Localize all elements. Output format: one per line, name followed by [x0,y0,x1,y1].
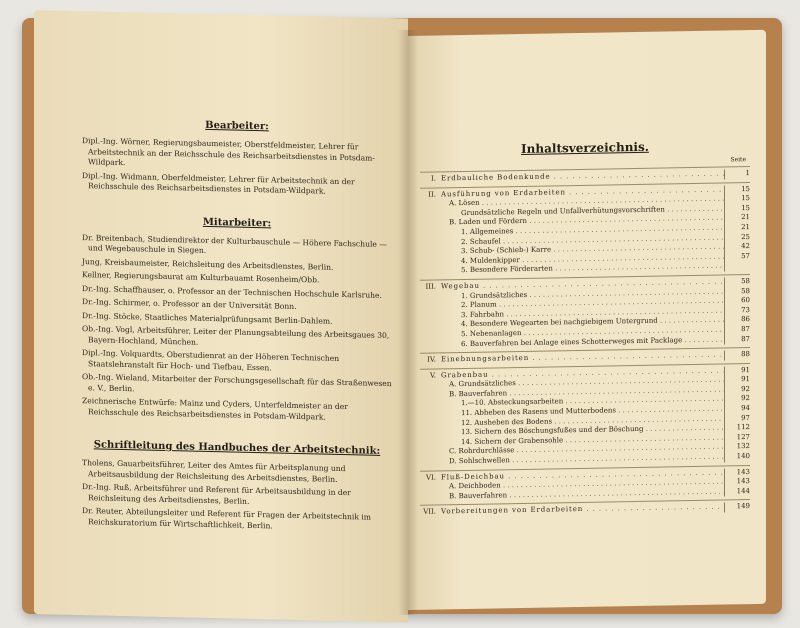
toc-page-number: 25 [724,233,750,243]
toc-page-number: 57 [724,252,750,262]
toc-entry-title: 1. Grundsätzliches . . . [441,287,724,302]
toc-chapter-number [420,267,441,277]
toc-entry-title: 6. Bauverfahren bei Anlage eines Schotterweges mit Packlage . . . [441,335,724,350]
toc-page-number: 140 [724,452,750,462]
toc-chapter-number [420,438,441,448]
toc-page-number: 21 [724,223,750,233]
toc-page-number: 42 [724,242,750,252]
toc-chapter-number [420,302,441,312]
toc-chapter-number: VI. [425,473,436,482]
toc-page-number: 94 [724,404,750,414]
toc-entry-title: A. Lösen . . . [441,195,724,210]
toc-chapter-number: V. [429,371,436,380]
toc-chapter-number: I. [431,174,436,183]
toc-page-number: 91 [724,375,750,385]
toc-page-number: 143 [724,468,750,478]
toc-page-number: 58 [724,277,750,287]
toc-page-number: 132 [724,442,750,452]
toc-entry-title: 12. Ausheben des Bodens . . . [441,414,724,429]
toc-chapter-number [420,200,441,210]
toc-entry-title: B. Bauverfahren . . . [441,385,724,400]
toc-entry-title: D. Sohlschwellen . . . [441,453,724,468]
toc-page-number: 144 [724,487,750,497]
contributor-section [82,439,392,534]
toc-entry-title: B. Laden und Fördern . . . [441,214,724,229]
toc-entry-title: 2. Planum . . . [441,297,724,312]
book-gutter [398,30,418,615]
toc-chapter-number [420,390,441,400]
contributor-entry: Dipl.-Ing. Widmann, Oberfeldmeister, Lehrer für Arbeitstechnik an der Reichsschule des Reichsarbeitsdienstes in Potsdam-Wildpark. [82,170,355,196]
contributor-entry: Dr. Breitenbach, Studiendirektor der Kulturbauschule — Höhere Fachschule — und Wegebauschule in Siegen. [82,232,387,255]
toc-entry-title: Einebnungsarbeiten . . . [441,351,724,366]
toc-entry-title: 1.—10. Absteckungsarbeiten . . . [441,395,724,410]
toc-entry-title: 1. Allgemeines . . . [441,223,724,238]
toc-page-number: 92 [724,394,750,404]
contributor-entry: Jung, Kreisbaumeister, Reichsleitung des Arbeitsdienstes, Berlin. [82,256,334,272]
contributor-entry: Dipl.-Ing. Wörner, Regierungsbaumeister, Oberstfeldmeister, Lehrer für Arbeitstechnik an der Reichsschule des Reichsarbeitsdienstes in Potsdam-Wildpark. [82,136,375,168]
toc-entry-title: A. Deichboden . . . [441,478,724,493]
contributor-entry: Ob.-Ing. Vogl, Arbeitsführer, Leiter der Planungsabteilung des Arbeitsgaues 30, Bayern-Hochland, München. [82,324,390,347]
toc-entry-title: B. Bauverfahren . . . [441,487,724,502]
toc-entry-title: Vorbereitungen von Erdarbeiten . . . [441,503,724,518]
toc-chapter-number [420,429,441,439]
toc-entry-title: Grabenbau . . . [441,366,724,381]
toc-page-number: 15 [724,185,750,195]
contributor-entry: Dr. Reuter, Abteilungsleiter und Referent für Fragen der Arbeitstechnik im Reichskuratorium für Wirtschaftlichkeit, Berlin. [82,506,371,530]
toc-entry-title: 13. Sichern des Böschungsfußes und der Böschung . . . [441,424,724,439]
toc-chapter-number [420,321,441,331]
toc-row [420,499,750,517]
section-heading: Mitarbeiter: [202,216,272,229]
toc-page-number: 73 [724,306,750,316]
toc-chapter-number [420,238,441,248]
contributors-list [82,117,392,537]
toc-entry-title: Fluß-Deichbau . . . [441,468,724,483]
toc-chapter-number [420,311,441,321]
toc-entry-title: Ausführung von Erdarbeiten . . . [441,185,724,200]
toc-chapter-number [420,381,441,391]
seite-label: Seite [730,156,746,164]
toc-chapter-number [420,409,441,419]
toc-chapter-number [420,228,441,238]
toc-page-number: 112 [724,423,750,433]
toc-entry-title: 11. Abheben des Rasens und Mutterbodens . . . [441,405,724,420]
left-page [34,10,408,622]
toc-chapter-number [420,419,441,429]
contributor-entry: Dr.-Ing. Ruß, Arbeitsführer und Referent für Arbeitsausbildung in der Reichsleitung des Arbeitsdienstes, Berlin. [82,482,351,506]
toc-page-number: 1 [724,169,750,179]
toc-chapter-number [420,292,441,302]
toc-chapter-number [420,340,441,350]
contributor-entry: Ob.-Ing. Wieland, Mitarbeiter der Forschungsgesellschaft für das Straßenwesen e. V., Berlin. [82,372,392,393]
toc-page-number: 92 [724,385,750,395]
contributor-entry: Dr.-Ing. Stöcke, Staatliches Materialprüfungsamt Berlin-Dahlem. [82,310,333,326]
toc-entry-title: 4. Muldenkipper . . . [441,252,724,267]
contributor-section [82,117,392,199]
toc-entry-title: Erdbauliche Bodenkunde . . . [441,169,724,184]
toc-chapter-number: VII. [423,507,436,517]
toc-chapter-number [420,483,441,493]
toc-page-number: 15 [724,194,750,204]
toc-entry-title: 14. Sichern der Grabensohle . . . [441,433,724,448]
toc-entry-title: 2. Schaufel . . . [441,233,724,248]
toc-entry-title: C. Rohrdurchlässe . . . [441,443,724,458]
toc-chapter-number [420,330,441,340]
toc-chapter-number [420,400,441,410]
table-of-contents [420,138,750,518]
contributor-entry: Dipl.-Ing. Volquardts, Oberstudienrat an der Höheren Technischen Staatslehranstalt für Hoch- und Tiefbau, Essen. [82,348,340,372]
toc-chapter-number [420,209,441,219]
toc-page-number: 143 [724,477,750,487]
toc-page-number: 87 [724,335,750,345]
contributor-entry: Zeichnerische Entwürfe: Mainz und Cyders, Unterfeldmeister an der Reichsschule des Reichsarbeitsdienstes in Potsdam-Wildpark. [82,396,348,422]
toc-chapter-number [420,492,441,502]
toc-page-number: 149 [724,502,750,512]
right-page [408,30,766,610]
toc-page-number: 86 [724,315,750,325]
toc-chapter-number [420,448,441,458]
toc-page-number: 60 [724,296,750,306]
toc-entry-title: 3. Schub- (Schieb-) Karre . . . [441,243,724,258]
toc-entry-title: Grundsätzliche Regeln und Unfallverhütungsvorschriften . . . [441,204,724,219]
toc-page-number: 58 [724,287,750,297]
toc-chapter-number: IV. [427,355,436,364]
contributor-section [82,214,392,425]
toc-page-number: 91 [724,366,750,376]
contributor-entry: Dr.-Ing. Schirmer, o. Professor an der Universität Bonn. [82,297,297,311]
toc-page-number: 15 [724,204,750,214]
toc-page-number: 88 [724,350,750,360]
contributor-entry: Dr.-Ing. Schaffhauser, o. Professor an der Technischen Hochschule Karlsruhe. [82,283,382,300]
toc-chapter-number [420,219,441,229]
toc-entry-title: 5. Nebenanlagen . . . [441,325,724,340]
contributor-entry: Kellner, Regierungsbaurat am Kulturbauamt Rosenheim/Obb. [82,270,320,285]
toc-entry-title: 5. Besondere Förderarten . . . [441,262,724,277]
toc-entry-title: Wegebau . . . [441,277,724,292]
toc-page-number: 87 [724,325,750,335]
toc-chapter-number [420,457,441,467]
toc-page-number [724,261,750,271]
toc-rows [420,166,750,518]
contributor-entry: Tholens, Gauarbeitsführer, Leiter des Amtes für Arbeitsplanung und Arbeitsausbildung der Reichsleitung des Arbeitsdienstes, Berlin. [82,458,346,484]
toc-chapter-number [420,248,441,258]
toc-entry-title: A. Grundsätzliches . . . [441,376,724,391]
section-heading: Schriftleitung des Handbuches der Arbeitstechnik: [93,439,381,457]
toc-title: Inhaltsverzeichnis. [521,139,649,157]
toc-entry-title: 3. Fahrbahn . . . [441,306,724,321]
toc-page-number: 21 [724,213,750,223]
toc-chapter-number: III. [425,282,436,291]
section-heading: Bearbeiter: [205,119,269,133]
toc-chapter-number: II. [428,190,436,199]
toc-chapter-number [420,257,441,267]
toc-entry-title: 4. Besondere Wegearten bei nachgiebigem Untergrund . . . [441,316,724,331]
toc-page-number: 127 [724,433,750,443]
toc-page-number: 97 [724,414,750,424]
